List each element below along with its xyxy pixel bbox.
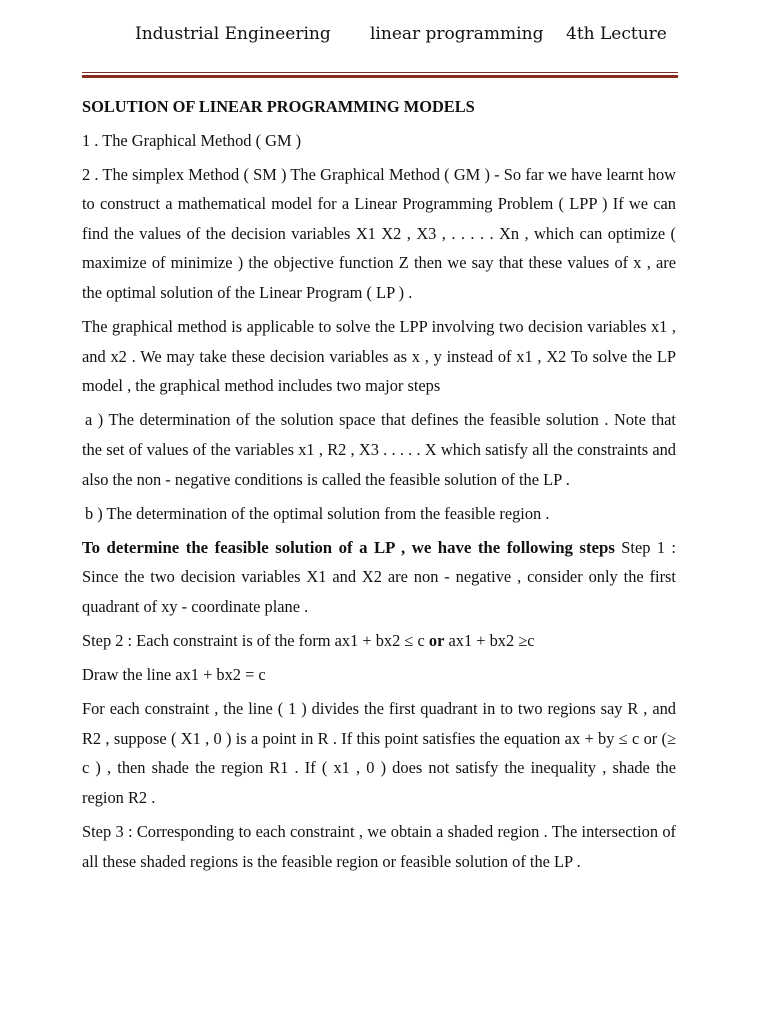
page-header: [0, 22, 768, 50]
step-2-or: or: [428, 631, 445, 651]
draw-line-paragraph: Draw the line ax1 + bx2 = c: [82, 665, 266, 685]
method-item-1: 1 . The Graphical Method ( GM ): [82, 130, 302, 150]
method-item-2: 2 . The simplex Method ( SM ) The Graphical Method ( GM ) - So far we have learnt how to construct a mathematical model for a Linear Programming Problem ( LPP ) If we can find the values of the decision variables X1 X2 , X3 , . . . . . Xn , which can optimize ( maximize of minimize ) the objective function Z then we say that these values of x , are the optimal solution of the Linear Program ( LP ) .: [82, 164, 676, 303]
header-divider: [82, 72, 678, 78]
step-b-paragraph: b ) The determination of the optimal solution from the feasible region .: [85, 503, 550, 523]
each-constraint-paragraph: For each constraint , the line ( 1 ) divides the first quadrant in to two regions say R , and R2 , suppose ( X1 , 0 ) is a point in R . If this point satisfies the equation ax + by ≤ c or (≥ c ) , then shade the region R1 . If ( x1 , 0 ) does not satisfy the inequality , shade the region R2 .: [82, 699, 676, 808]
graphical-intro-paragraph: The graphical method is applicable to solve the LPP involving two decision variables x1 , and x2 . We may take these decision variables as x , y instead of x1 , X2 To solve the LP model , the graphical method includes two major steps: [82, 317, 676, 396]
step-1-text: Step 1 : Since the two decision variables X1 and X2 are non - negative , consider only the first quadrant of xy - coordinate plane .: [82, 537, 676, 616]
steps-paragraph: [82, 533, 676, 622]
header-topic: linear programming: [370, 24, 544, 44]
header-subject: Industrial Engineering: [135, 24, 331, 44]
header-divider-thick: [82, 75, 678, 78]
section-title: SOLUTION OF LINEAR PROGRAMMING MODELS: [82, 97, 475, 116]
step-2-suffix: ax1 + bx2 ≥c: [448, 631, 535, 651]
steps-heading: To determine the feasible solution of a LP , we have the following steps: [82, 537, 615, 557]
header-lecture: 4th Lecture: [566, 24, 667, 44]
step-2-prefix: Step 2 : Each constraint is of the form ax1 + bx2 ≤ c: [82, 631, 425, 651]
step-3-paragraph: Step 3 : Corresponding to each constraint , we obtain a shaded region . The intersection of all these shaded regions is the feasible region or feasible solution of the LP .: [82, 822, 676, 871]
document-body: [82, 92, 676, 881]
header-divider-thin: [82, 72, 678, 73]
step-a-paragraph: a ) The determination of the solution space that defines the feasible solution . Note that the set of values of the variables x1 , R2 , X3 . . . . . X which satisfy all the constraints and also the non - negative conditions is called the feasible solution of the LP .: [82, 410, 676, 489]
step-2-paragraph: [82, 626, 676, 656]
